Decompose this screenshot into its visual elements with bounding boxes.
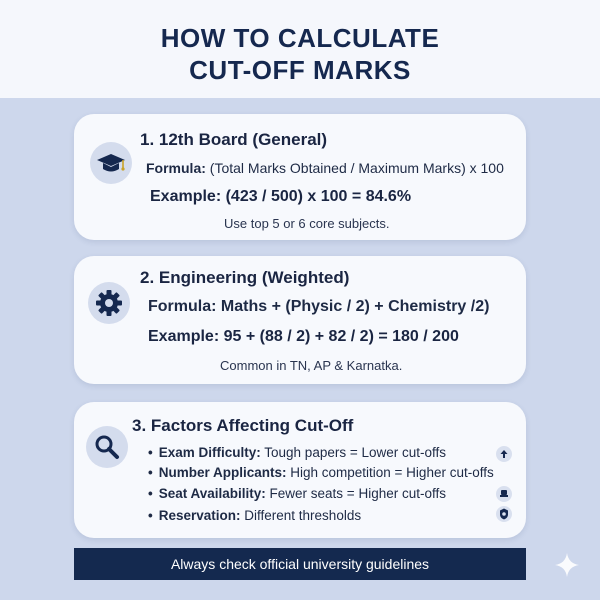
page-title xyxy=(0,22,600,86)
title-line-1: HOW TO CALCULATE xyxy=(160,23,440,53)
gear-icon xyxy=(88,282,130,324)
card-engineering xyxy=(74,256,526,384)
card-title: 2. Engineering (Weighted) xyxy=(140,268,350,287)
factor-text: Different thresholds xyxy=(240,508,362,523)
formula-line xyxy=(146,160,504,176)
card-title: 3. Factors Affecting Cut-Off xyxy=(132,416,354,435)
badge-icon xyxy=(496,506,512,522)
example-text: (423 / 500) x 100 = 84.6% xyxy=(221,188,412,205)
card-note: Common in TN, AP & Karnatka. xyxy=(220,358,403,373)
up-arrow-icon xyxy=(496,446,512,462)
card-12th-board xyxy=(74,114,526,240)
formula-label: Formula: xyxy=(146,160,206,176)
factor-text: Fewer seats = Higher cut-offs xyxy=(265,486,446,501)
magnifier-icon xyxy=(86,426,128,468)
example-label: Example: xyxy=(148,328,220,345)
formula-line xyxy=(148,298,489,316)
bullet: • xyxy=(148,445,153,460)
factor-label: Reservation: xyxy=(158,508,241,523)
formula-label: Formula: xyxy=(148,298,217,315)
card-title: 1. 12th Board (General) xyxy=(140,130,328,149)
factor-text: Tough papers = Lower cut-offs xyxy=(260,445,447,460)
formula-text: (Total Marks Obtained / Maximum Marks) x 100 xyxy=(205,160,504,176)
factor-item xyxy=(148,508,361,523)
factor-label: Number Applicants: xyxy=(158,465,287,480)
card-factors xyxy=(74,402,526,538)
factor-label: Exam Difficulty: xyxy=(158,445,261,460)
sparkle-icon xyxy=(553,551,581,579)
formula-text: Maths + (Physic / 2) + Chemistry /2) xyxy=(216,298,490,315)
card-note: Use top 5 or 6 core subjects. xyxy=(224,216,390,231)
bullet: • xyxy=(148,508,153,523)
graduation-cap-icon xyxy=(90,142,132,184)
example-label: Example: xyxy=(150,188,222,205)
factor-item xyxy=(148,445,446,460)
factor-text: High competition = Higher cut-offs xyxy=(286,465,494,480)
bullet: • xyxy=(148,465,153,480)
factor-label: Seat Availability: xyxy=(158,486,266,501)
factor-item xyxy=(148,465,494,480)
factor-item xyxy=(148,486,446,501)
example-line xyxy=(148,328,459,346)
example-text: 95 + (88 / 2) + 82 / 2) = 180 / 200 xyxy=(219,328,459,345)
guidelines-banner xyxy=(74,548,526,580)
banner-text: Always check official university guidelines xyxy=(170,556,430,572)
title-line-2: CUT-OFF MARKS xyxy=(189,55,411,85)
bullet: • xyxy=(148,486,153,501)
header xyxy=(0,0,600,98)
seat-icon xyxy=(496,486,512,502)
example-line xyxy=(150,188,411,206)
